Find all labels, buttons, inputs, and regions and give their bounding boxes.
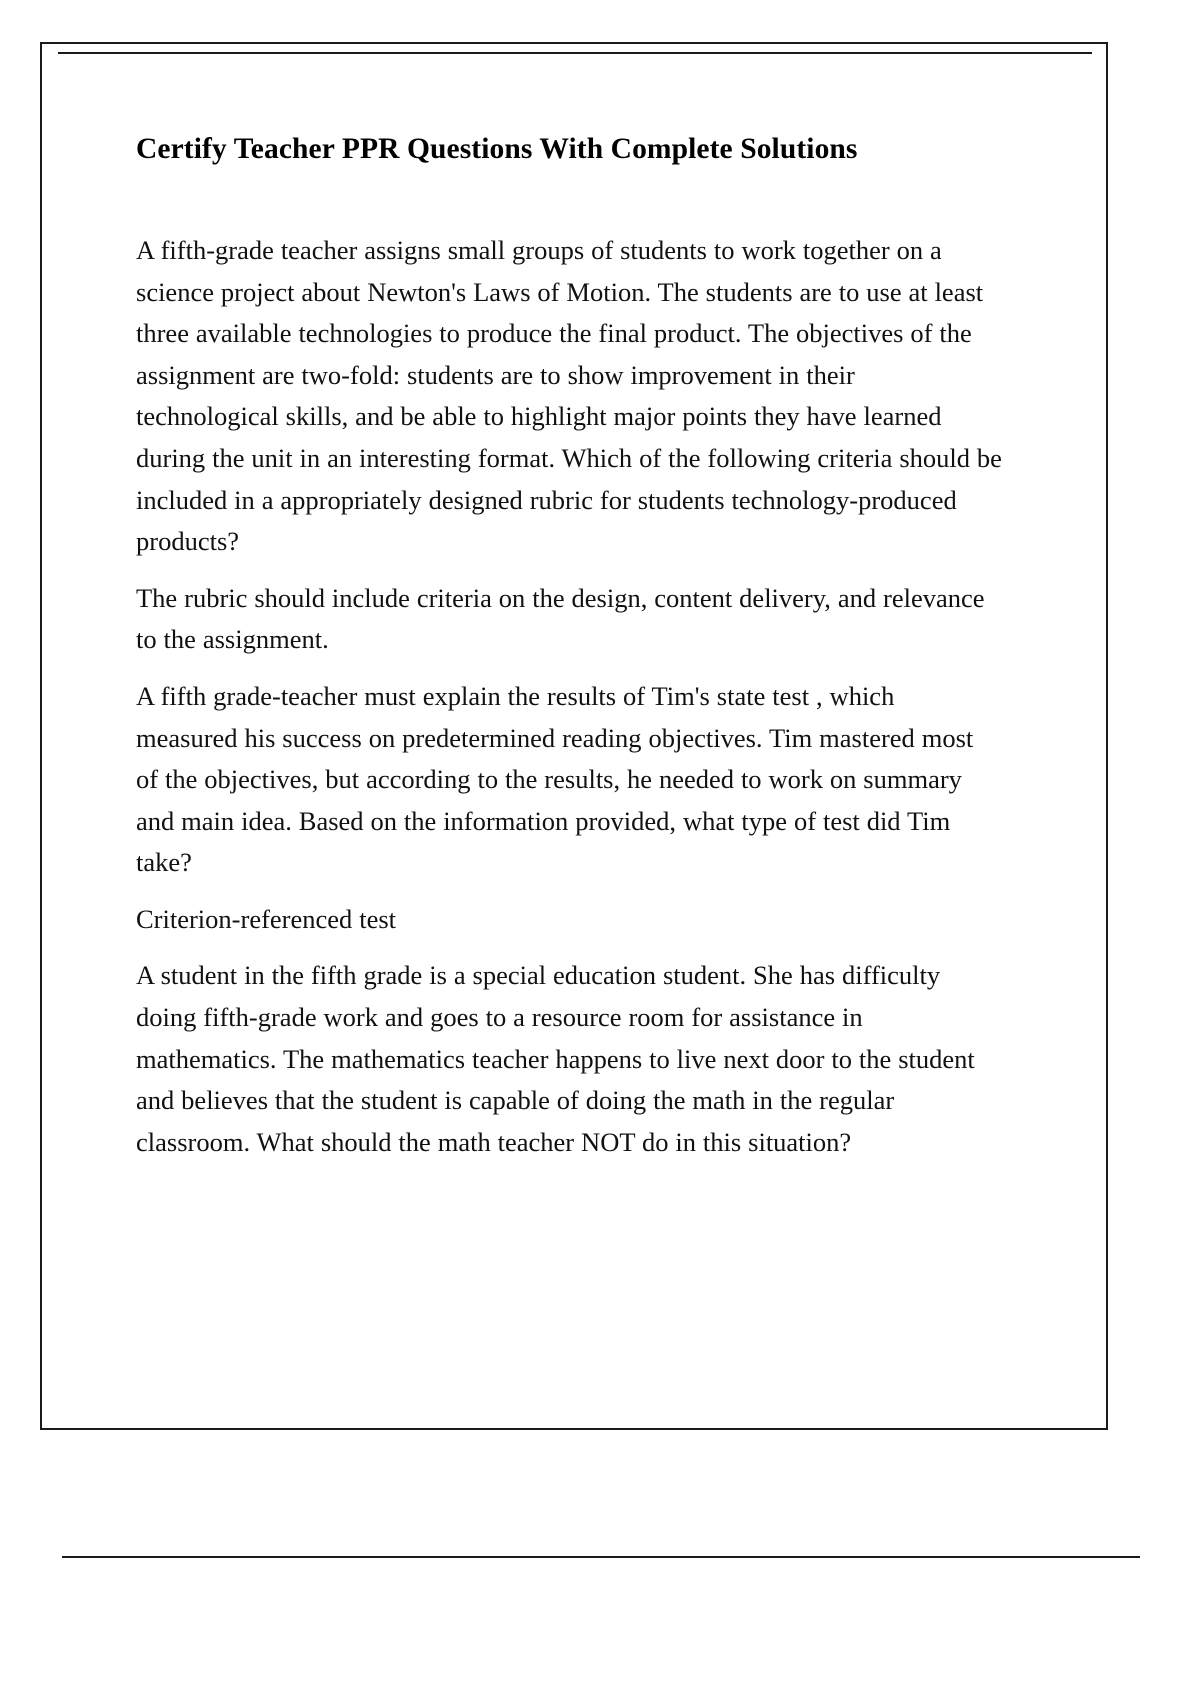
document-body bbox=[136, 230, 1002, 1163]
question-paragraph-3: A student in the fifth grade is a special education student. She has difficulty doing fifth-grade work and goes to a resource room for assistance in mathematics. The mathematics teacher happens to live next door to the student and believes that the student is capable of doing the math in the regular classroom. What should the math teacher NOT do in this situation? bbox=[136, 960, 975, 1157]
page-top-rule bbox=[58, 52, 1092, 54]
page-sheet bbox=[40, 42, 1108, 1430]
page-content bbox=[136, 132, 1002, 1178]
question-paragraph-2: A fifth grade-teacher must explain the results of Tim's state test , which measured his success on predetermined reading objectives. Tim mastered most of the objectives, but according to the results, he needed to work on summary and main idea. Based on the information provided, what type of test did Tim take? bbox=[136, 680, 974, 878]
page-title: Certify Teacher PPR Questions With Complete Solutions bbox=[136, 133, 858, 165]
answer-paragraph-2: Criterion-referenced test bbox=[136, 903, 397, 934]
sheet-edge bbox=[1108, 42, 1110, 1432]
question-paragraph-1: A fifth-grade teacher assigns small groups of students to work together on a science project about Newton's Laws of Motion. The students are to use at least three available technologies to produce the final product. The objectives of the assignment are two-fold: students are to show improvement in their technological skills, and be able to highlight major points they have learned during the unit in an interesting format. Which of the following criteria should be included in a appropriately designed rubric for students technology-produced products? bbox=[136, 234, 1002, 557]
page-break-rule bbox=[62, 1556, 1140, 1558]
answer-paragraph-1: The rubric should include criteria on the design, content delivery, and relevance to the assignment. bbox=[136, 582, 985, 655]
